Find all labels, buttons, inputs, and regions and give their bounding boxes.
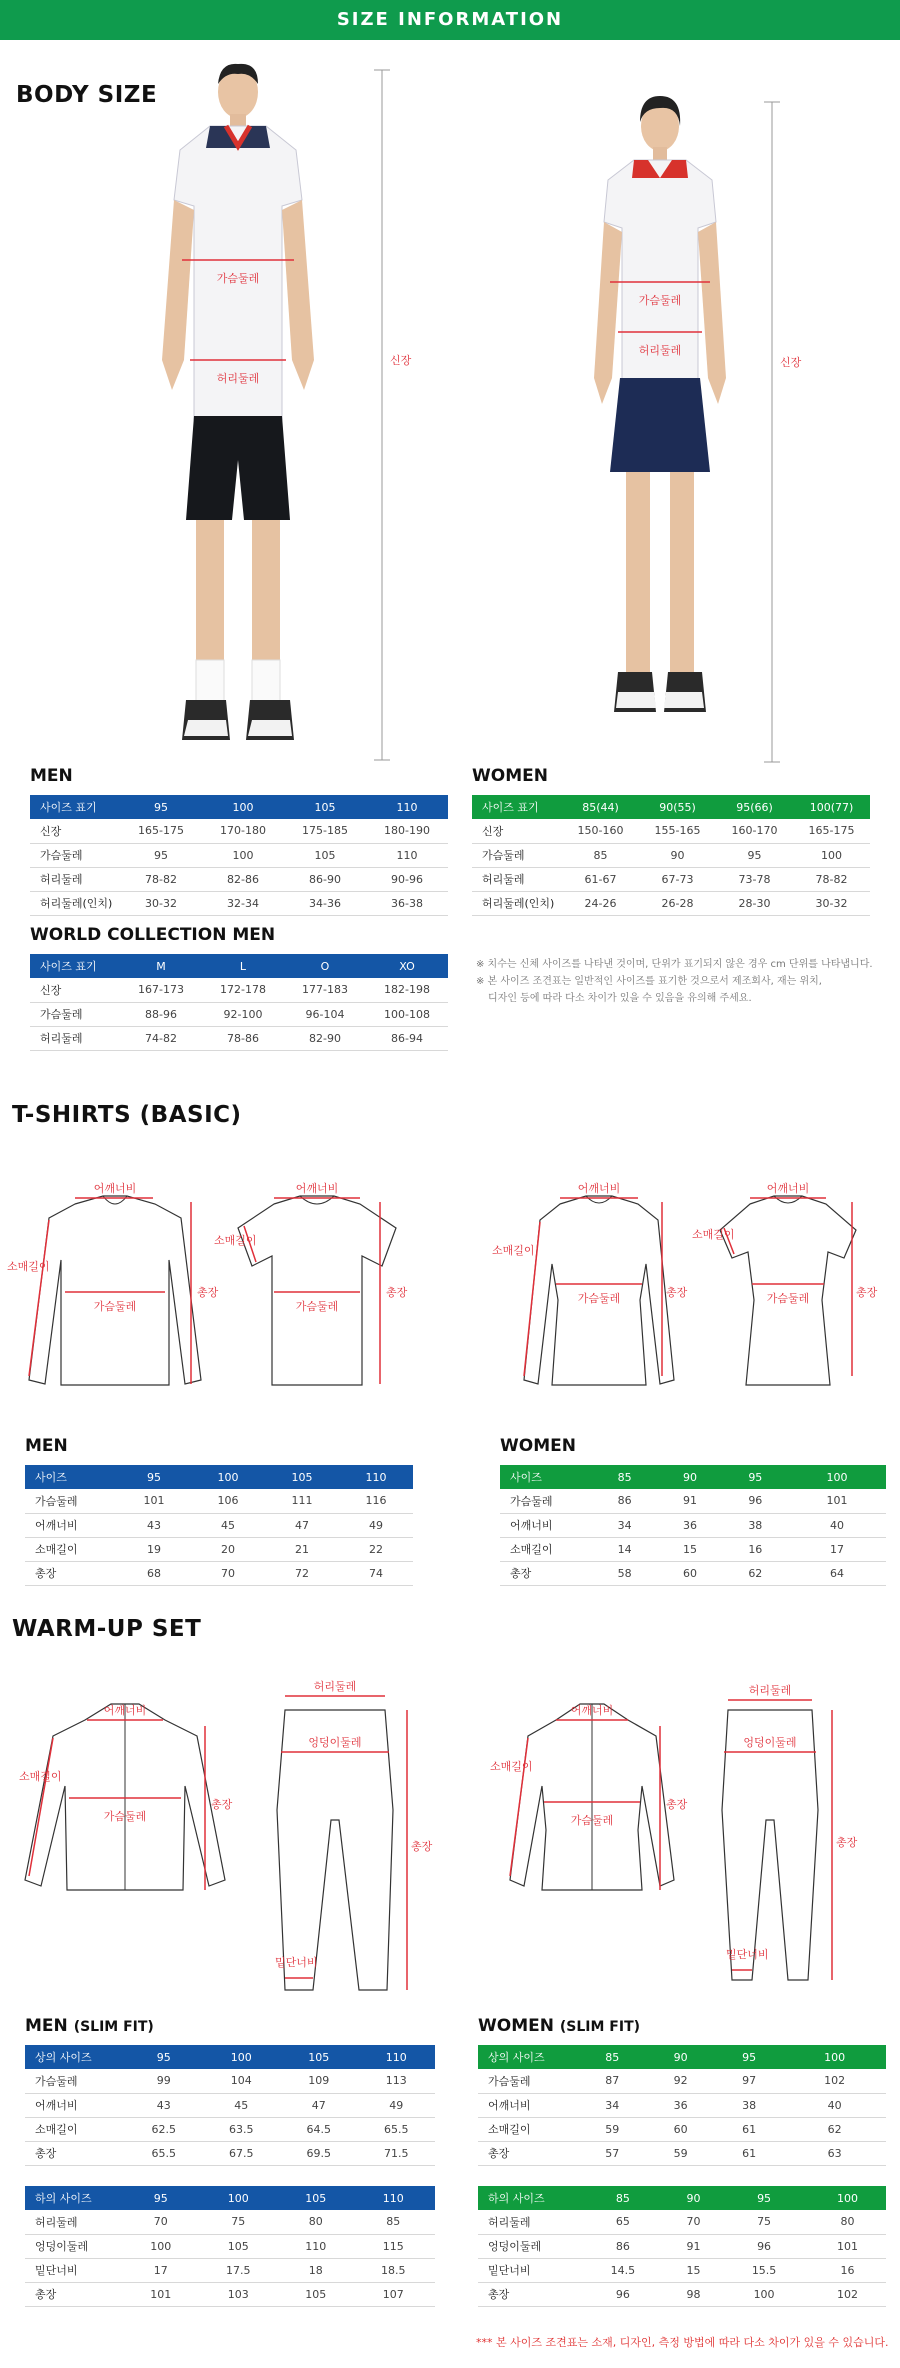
men-model-figure — [150, 60, 420, 770]
svg-text:총장: 총장 — [836, 1836, 858, 1849]
table-row: 어깨너비 43 45 47 49 — [25, 2093, 435, 2117]
table-row: 소매길이 19 20 21 22 — [25, 1537, 413, 1561]
body-women-table: 사이즈 표기 85(44) 90(55) 95(66) 100(77) 신장 150-160 155-165 160-170 165-175 가슴둘레 85 90 95 100 허리둘레 61-67 67-73 73-78 78-82 허리둘레(인치) 24-26 26-28 28-30 30-32 — [472, 795, 870, 916]
table-row: 신장 150-160 155-165 160-170 165-175 — [472, 819, 870, 843]
body-size-title: BODY SIZE — [16, 82, 158, 108]
table-row: 허리둘레 70 75 80 85 — [25, 2210, 435, 2234]
table-row: 총장 57 59 61 63 — [478, 2141, 886, 2165]
svg-text:어깨너비: 어깨너비 — [766, 1182, 810, 1195]
table-row: 가슴둘레 87 92 97 102 — [478, 2069, 886, 2093]
table-row: 가슴둘레 101 106 111 116 — [25, 1489, 413, 1513]
table-row: 가슴둘레 99 104 109 113 — [25, 2069, 435, 2093]
svg-text:소매길이: 소매길이 — [492, 1244, 535, 1257]
table-row: 소매길이 59 60 61 62 — [478, 2117, 886, 2141]
tshirt-women-shortsleeve-figure — [690, 1180, 890, 1400]
tshirt-women-longsleeve-figure — [490, 1180, 700, 1400]
svg-text:허리둘레: 허리둘레 — [748, 1684, 792, 1697]
table-row: 총장 96 98 100 102 — [478, 2282, 886, 2306]
table-row: 가슴둘레 88-96 92-100 96-104 100-108 — [30, 1002, 448, 1026]
svg-text:가슴둘레: 가슴둘레 — [766, 1292, 810, 1305]
table-row: 허리둘레 61-67 67-73 73-78 78-82 — [472, 867, 870, 891]
men-height-label: 신장 — [390, 354, 412, 367]
table-row: 허리둘레 74-82 78-86 82-90 86-94 — [30, 1026, 448, 1050]
svg-text:엉덩이둘레: 엉덩이둘레 — [308, 1736, 362, 1749]
women-height-label: 신장 — [780, 356, 802, 369]
women-waist-label: 허리둘레 — [638, 344, 682, 357]
men-chest-label: 가슴둘레 — [216, 272, 260, 285]
men-waist-label: 허리둘레 — [216, 372, 260, 385]
tshirt-men-table: 사이즈 95 100 105 110 가슴둘레 101 106 111 116 어깨너비 43 45 47 49 소매길이 19 20 21 22 총장 68 70 72 74 — [25, 1465, 413, 1586]
warmup-men-bottom-table: 하의 사이즈 95 100 105 110 허리둘레 70 75 80 85 엉덩이둘레 100 105 110 115 밑단너비 17 17.5 18 18.5 총장 101 103 105 107 — [25, 2186, 435, 2307]
svg-text:허리둘레: 허리둘레 — [313, 1680, 357, 1693]
world-collection-table: 사이즈 표기 M L O XO 신장 167-173 172-178 177-183 182-198 가슴둘레 88-96 92-100 96-104 100-108 허리둘레 74-82 78-86 82-90 86-94 — [30, 954, 448, 1051]
warmup-women-pants-figure — [700, 1670, 890, 2000]
tshirt-men-longsleeve-figure — [5, 1180, 225, 1400]
svg-text:소매길이: 소매길이 — [692, 1228, 735, 1241]
table-row: 신장 167-173 172-178 177-183 182-198 — [30, 978, 448, 1002]
table-row: 밑단너비 17 17.5 18 18.5 — [25, 2258, 435, 2282]
svg-text:총장: 총장 — [211, 1798, 233, 1811]
svg-text:어깨너비: 어깨너비 — [93, 1182, 137, 1195]
table-row: 허리둘레(인치) 30-32 32-34 34-36 36-38 — [30, 891, 448, 915]
table-row: 어깨너비 34 36 38 40 — [500, 1513, 886, 1537]
warmup-women-top-table: 상의 사이즈 85 90 95 100 가슴둘레 87 92 97 102 어깨너비 34 36 38 40 소매길이 59 60 61 62 총장 57 59 61 63 — [478, 2045, 886, 2166]
table-row: 가슴둘레 85 90 95 100 — [472, 843, 870, 867]
svg-text:어깨너비: 어깨너비 — [103, 1704, 147, 1717]
table-row: 허리둘레 78-82 82-86 86-90 90-96 — [30, 867, 448, 891]
size-notes: ※ 치수는 신체 사이즈를 나타낸 것이며, 단위가 표기되지 않은 경우 cm 단위를 나타냅니다. ※ 본 사이즈 조견표는 일반적인 사이즈를 표기한 것으로서 제조회사, 재는 위치, 디자인 등에 따라 다소 차이가 있을 수 있음을 유의해 주세요. — [476, 959, 873, 1004]
svg-text:가슴둘레: 가슴둘레 — [93, 1300, 137, 1313]
svg-text:소매길이: 소매길이 — [7, 1260, 50, 1273]
svg-text:가슴둘레: 가슴둘레 — [295, 1300, 339, 1313]
svg-text:가슴둘레: 가슴둘레 — [570, 1814, 614, 1827]
svg-text:엉덩이둘레: 엉덩이둘레 — [743, 1736, 797, 1749]
warmup-women-bottom-table: 하의 사이즈 85 90 95 100 허리둘레 65 70 75 80 엉덩이둘레 86 91 96 101 밑단너비 14.5 15 15.5 16 총장 96 98 100 102 — [478, 2186, 886, 2307]
warmup-women-jacket-figure — [490, 1690, 700, 1910]
table-row: 총장 68 70 72 74 — [25, 1561, 413, 1585]
table-row: 소매길이 14 15 16 17 — [500, 1537, 886, 1561]
body-women-title: WOMEN — [472, 766, 548, 786]
table-row: 가슴둘레 95 100 105 110 — [30, 843, 448, 867]
svg-text:총장: 총장 — [856, 1286, 878, 1299]
svg-text:어깨너비: 어깨너비 — [570, 1704, 614, 1717]
warmup-title: WARM-UP SET — [12, 1616, 202, 1642]
svg-text:소매길이: 소매길이 — [214, 1234, 257, 1247]
tshirt-men-shortsleeve-figure — [210, 1180, 430, 1400]
svg-text:가슴둘레: 가슴둘레 — [577, 1292, 621, 1305]
world-collection-title: WORLD COLLECTION MEN — [30, 925, 276, 945]
svg-text:총장: 총장 — [197, 1286, 219, 1299]
warmup-men-pants-figure — [255, 1670, 455, 2000]
warmup-men-jacket-figure — [15, 1690, 245, 1910]
table-row: 총장 58 60 62 64 — [500, 1561, 886, 1585]
table-row: 신장 165-175 170-180 175-185 180-190 — [30, 819, 448, 843]
warmup-men-title: MEN (SLIM FIT) — [25, 2016, 154, 2036]
table-row: 허리둘레 65 70 75 80 — [478, 2210, 886, 2234]
svg-text:어깨너비: 어깨너비 — [577, 1182, 621, 1195]
table-row: 허리둘레(인치) 24-26 26-28 28-30 30-32 — [472, 891, 870, 915]
svg-text:총장: 총장 — [666, 1798, 688, 1811]
svg-text:소매길이: 소매길이 — [490, 1760, 533, 1773]
table-row: 밑단너비 14.5 15 15.5 16 — [478, 2258, 886, 2282]
svg-text:밑단너비: 밑단너비 — [726, 1948, 769, 1961]
table-row: 총장 101 103 105 107 — [25, 2282, 435, 2306]
svg-text:밑단너비: 밑단너비 — [275, 1956, 318, 1969]
tshirt-men-title: MEN — [25, 1436, 68, 1456]
svg-text:소매길이: 소매길이 — [19, 1770, 62, 1783]
table-row: 엉덩이둘레 100 105 110 115 — [25, 2234, 435, 2258]
svg-text:총장: 총장 — [666, 1286, 688, 1299]
table-row: 총장 65.5 67.5 69.5 71.5 — [25, 2141, 435, 2165]
svg-text:총장: 총장 — [386, 1286, 408, 1299]
svg-text:총장: 총장 — [411, 1840, 433, 1853]
tshirts-title: T-SHIRTS (BASIC) — [12, 1102, 242, 1128]
footnote: *** 본 사이즈 조견표는 소재, 디자인, 측정 방법에 따라 다소 차이가 있을 수 있습니다. — [476, 2336, 889, 2349]
table-row: 엉덩이둘레 86 91 96 101 — [478, 2234, 886, 2258]
body-men-table: 사이즈 표기 95 100 105 110 신장 165-175 170-180 175-185 180-190 가슴둘레 95 100 105 110 허리둘레 78-82 82-86 86-90 90-96 허리둘레(인치) 30-32 32-34 34-36 36-38 — [30, 795, 448, 916]
tshirt-women-table: 사이즈 85 90 95 100 가슴둘레 86 91 96 101 어깨너비 34 36 38 40 소매길이 14 15 16 17 총장 58 60 62 64 — [500, 1465, 886, 1586]
women-chest-label: 가슴둘레 — [638, 294, 682, 307]
table-row: 어깨너비 43 45 47 49 — [25, 1513, 413, 1537]
tshirt-women-title: WOMEN — [500, 1436, 576, 1456]
warmup-women-title: WOMEN (SLIM FIT) — [478, 2016, 641, 2036]
women-model-figure — [560, 92, 820, 772]
body-men-title: MEN — [30, 766, 73, 786]
svg-text:어깨너비: 어깨너비 — [295, 1182, 339, 1195]
warmup-men-top-table: 상의 사이즈 95 100 105 110 가슴둘레 99 104 109 113 어깨너비 43 45 47 49 소매길이 62.5 63.5 64.5 65.5 총장 65.5 67.5 69.5 71.5 — [25, 2045, 435, 2166]
table-row: 어깨너비 34 36 38 40 — [478, 2093, 886, 2117]
table-row: 소매길이 62.5 63.5 64.5 65.5 — [25, 2117, 435, 2141]
svg-text:가슴둘레: 가슴둘레 — [103, 1810, 147, 1823]
table-row: 가슴둘레 86 91 96 101 — [500, 1489, 886, 1513]
size-info-banner: SIZE INFORMATION — [0, 0, 900, 40]
